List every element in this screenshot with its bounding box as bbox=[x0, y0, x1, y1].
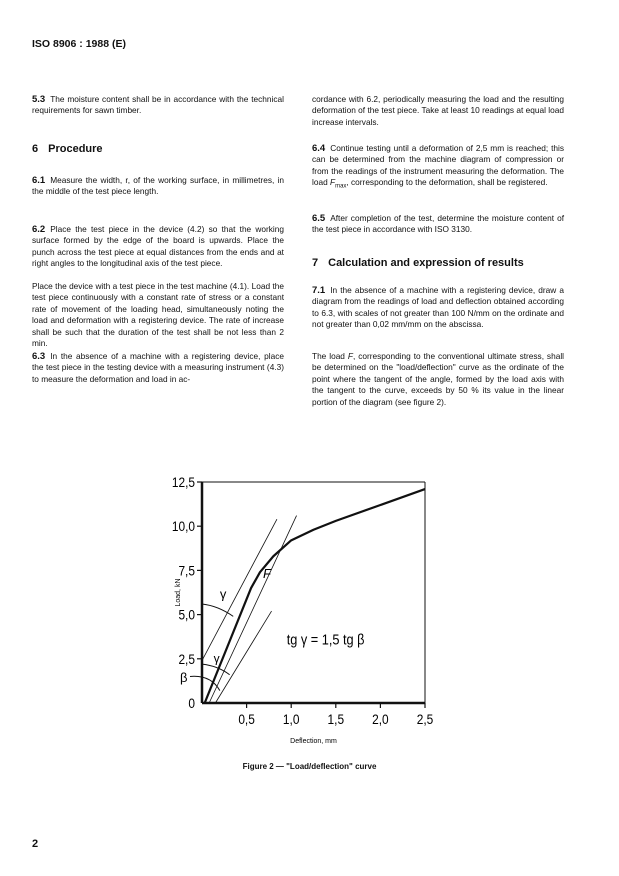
section-heading-6 bbox=[32, 143, 103, 155]
load-deflection-chart bbox=[140, 460, 450, 760]
y-axis-label: Load, kN bbox=[175, 578, 182, 607]
clause-6-2-continued bbox=[32, 281, 284, 349]
document-header: ISO 8906 : 1988 (E) bbox=[32, 38, 126, 50]
clause-text: Place the device with a test piece in the test machine (4.1). Load the test piece continuously with a constant rate of stress or a constant rate of movement of the loading head, simultaneously noting the load and deformation with a registering device. The rate of increase shall be such that the duration of the test shall be not less than 2 min. bbox=[32, 281, 284, 349]
gamma-label-lower: γ bbox=[213, 651, 220, 666]
figure-caption: Figure 2 — "Load/deflection" curve bbox=[242, 762, 377, 771]
clause-number: 6.2 bbox=[32, 224, 46, 235]
x-tick-label: 1,5 bbox=[327, 711, 345, 728]
clause-7-1 bbox=[312, 285, 564, 331]
x-tick-label: 1,0 bbox=[282, 711, 300, 728]
clause-text: cordance with 6.2, periodically measuring the load and the resulting deformation of the test piece. Take at least 10 readings at equal load increase intervals. bbox=[312, 94, 564, 127]
clause-text: The load bbox=[312, 351, 348, 361]
clause-text: In the absence of a machine with a registering device, place the test piece in the testing device with a measuring instrument (4.3) to measure the deformation and load in ac- bbox=[32, 351, 284, 384]
clause-number: 5.3 bbox=[32, 94, 46, 105]
clause-text: , corresponding to the conventional ultimate stress, shall be determined on the "load/deflection" curve as the ordinate of the point where the tangent of the angle, formed by the load axis with the tangent to the curve, exceeds by 50 % its value in the linear portion of the diagram (see figure 2). bbox=[312, 351, 565, 407]
clause-text: Place the test piece in the device (4.2) so that the working surface formed by the edge of the board is upwards. Place the punch across the test piece at equal distances from the ends and at right angles to the longitudinal axis of the test piece. bbox=[32, 224, 284, 269]
clause-6-4 bbox=[312, 143, 564, 193]
clause-number: 6.3 bbox=[32, 351, 46, 362]
section-title: Procedure bbox=[48, 143, 103, 155]
clause-number: 6.4 bbox=[312, 143, 326, 154]
x-axis-label: Deflection, mm bbox=[290, 738, 337, 745]
y-tick-label: 7,5 bbox=[178, 562, 195, 579]
clause-6-5 bbox=[312, 213, 564, 236]
y-tick-label: 10,0 bbox=[171, 518, 195, 535]
beta-label: β bbox=[180, 669, 188, 685]
clause-text: Measure the width, r, of the working surface, in millimetres, in the middle of the test piece length. bbox=[32, 175, 284, 197]
symbol-subscript: max bbox=[335, 183, 347, 190]
section-number: 7 bbox=[312, 257, 319, 269]
series-tangent-at-F bbox=[202, 519, 277, 660]
clause-6-3 bbox=[32, 351, 284, 385]
y-tick-label: 0 bbox=[188, 695, 195, 712]
clause-number: 6.1 bbox=[32, 175, 46, 186]
y-tick-label: 12,5 bbox=[171, 474, 195, 491]
series-linear-portion-extension bbox=[209, 516, 296, 703]
section-heading-7 bbox=[312, 257, 524, 269]
clause-number: 7.1 bbox=[312, 285, 326, 296]
symbol-f: F bbox=[347, 351, 353, 361]
clause-text: After completion of the test, determine the moisture content of the test piece in accordance with ISO 3130. bbox=[312, 213, 564, 235]
clause-text: Continue testing until a deformation of 2,5 mm is reached; this can be determined from the machine diagram of compression or from the readings of the instrument measuring the deformation. The load bbox=[312, 143, 564, 188]
x-tick-label: 0,5 bbox=[238, 711, 255, 728]
x-tick-label: 2,5 bbox=[416, 711, 434, 728]
clause-text: The moisture content shall be in accordance with the technical requirements for sawn timber. bbox=[32, 94, 284, 116]
clause-text: , corresponding to the deformation, shall be registered. bbox=[346, 177, 548, 188]
clause-6-3-continued bbox=[312, 94, 564, 128]
clause-number: 6.5 bbox=[312, 213, 326, 224]
series-load-deflection-curve bbox=[205, 489, 425, 703]
section-title: Calculation and expression of results bbox=[328, 257, 524, 269]
x-tick-label: 2,0 bbox=[372, 711, 389, 728]
clause-6-2 bbox=[32, 224, 284, 270]
symbol-f: F bbox=[330, 177, 336, 188]
page-number: 2 bbox=[32, 838, 39, 850]
clause-5-3 bbox=[32, 94, 284, 117]
clause-6-1 bbox=[32, 175, 284, 198]
clause-text: In the absence of a machine with a registering device, draw a diagram from the readings of load and deflection obtained according to 6.3, with scales of not greater than 100 N/mm on the ordinate and not greater than 0,02 mm/mm on the abscissa. bbox=[312, 285, 564, 330]
point-label-f: F bbox=[262, 565, 271, 581]
y-tick-label: 2,5 bbox=[178, 650, 195, 668]
y-tick-label: 5,0 bbox=[178, 606, 195, 623]
clause-7-1-continued bbox=[312, 351, 564, 408]
formula-annotation: tg γ = 1,5 tg β bbox=[286, 630, 365, 648]
section-number: 6 bbox=[32, 143, 39, 155]
gamma-label-upper: γ bbox=[219, 586, 227, 602]
